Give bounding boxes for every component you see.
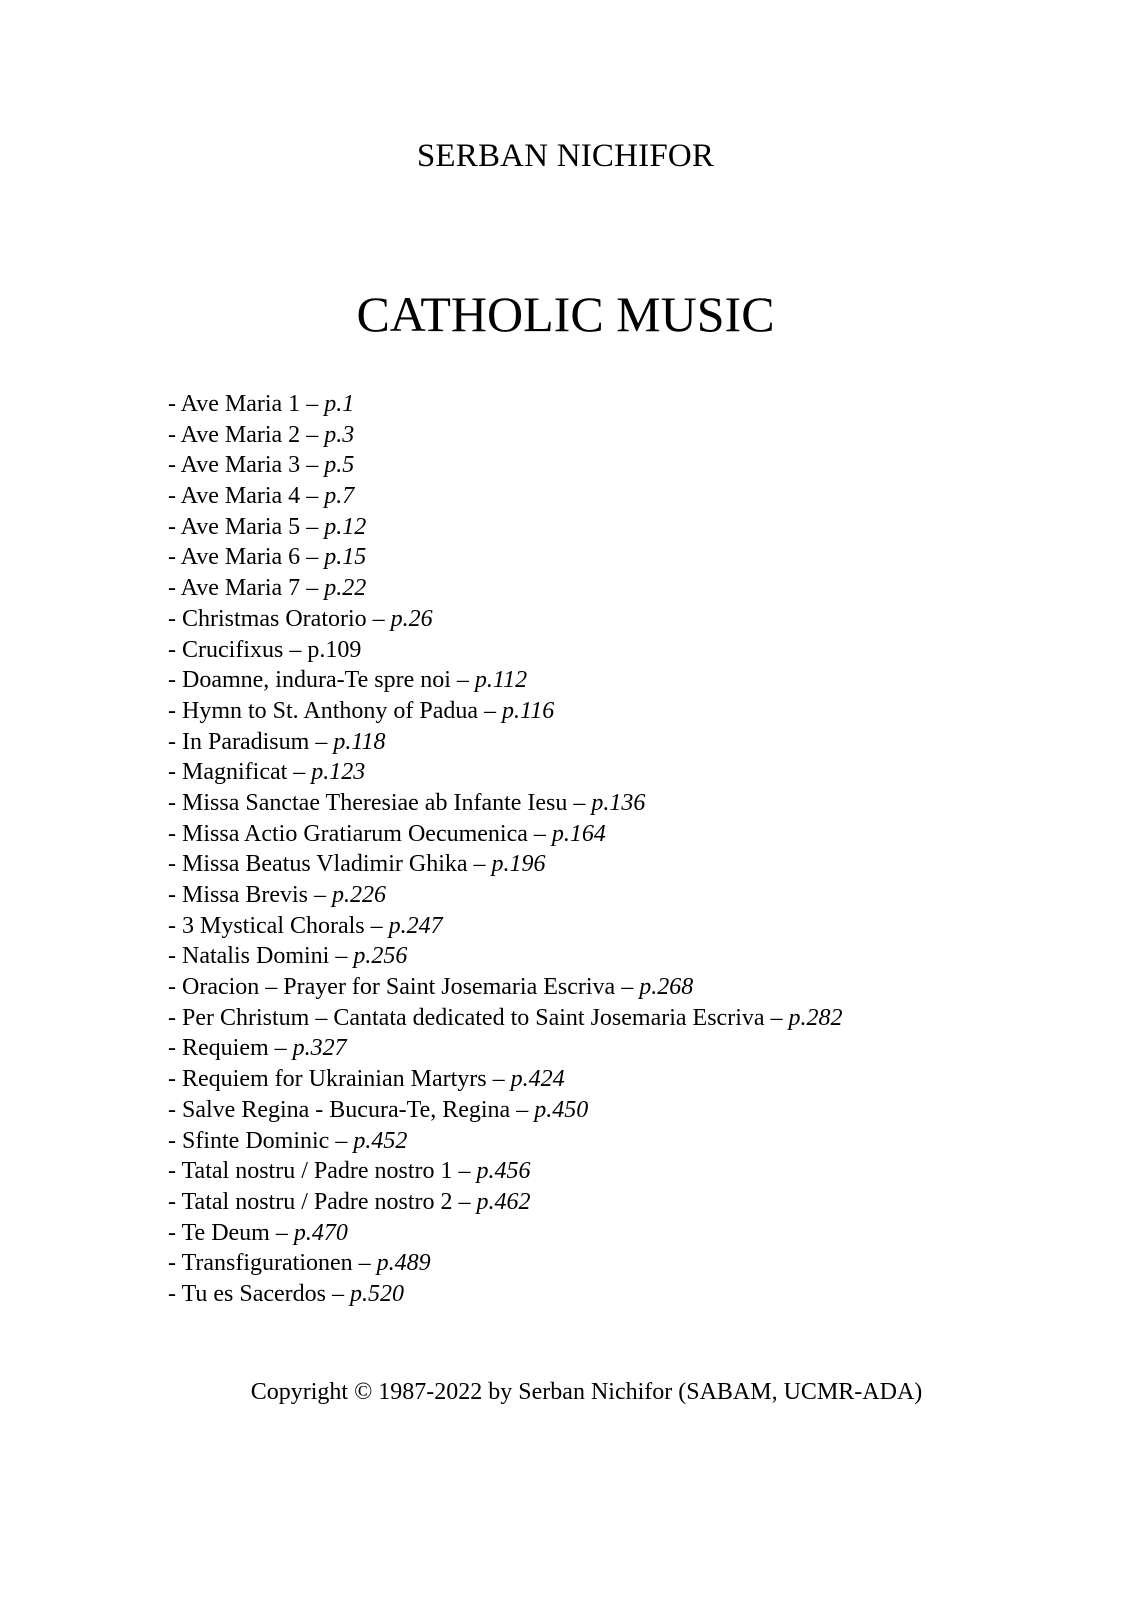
toc-entry (168, 450, 843, 481)
toc-entry (168, 941, 843, 972)
toc-entry-title: Christmas Oratorio (182, 605, 367, 632)
toc-entry-separator: – (300, 575, 325, 602)
toc-entry (168, 1033, 843, 1064)
toc-entry (168, 1218, 843, 1249)
toc-entry (168, 665, 843, 696)
toc-entry-title: Ave Maria 2 (180, 421, 301, 448)
toc-entry-page: p.470 (293, 1219, 348, 1246)
toc-entry-title: 3 Mystical Chorals (182, 912, 365, 939)
toc-entry-page: p.450 (534, 1096, 589, 1123)
toc-entry-separator: – (269, 1219, 294, 1246)
toc-entry-page: p.26 (390, 605, 433, 632)
toc-entry-bullet: - (168, 1188, 182, 1215)
toc-entry-title: Salve Regina - Bucura-Te, Regina (182, 1096, 511, 1123)
toc-entry-separator: – (268, 1035, 293, 1062)
toc-entry (168, 911, 843, 942)
toc-entry-separator: – (486, 1066, 511, 1093)
toc-entry-bullet: - (168, 728, 182, 755)
table-of-contents (168, 389, 843, 1310)
toc-entry-separator: – (467, 851, 492, 878)
toc-entry-title: Transfigurationen (181, 1250, 353, 1277)
toc-entry-bullet: - (168, 421, 181, 448)
toc-entry-bullet: - (168, 1127, 182, 1154)
toc-entry (168, 1126, 843, 1157)
toc-entry-page: p.123 (311, 759, 366, 786)
toc-entry (168, 512, 843, 543)
toc-entry-bullet: - (168, 759, 182, 786)
toc-entry-separator: – (510, 1096, 535, 1123)
toc-entry-page: p.1 (324, 391, 355, 417)
toc-entry-separator: – (300, 391, 325, 417)
toc-entry-bullet: - (168, 513, 181, 540)
toc-entry-title: Sfinte Dominic (182, 1127, 330, 1154)
toc-entry-page: p.7 (324, 483, 355, 510)
toc-entry-title: Tatal nostru / Padre nostro 1 (181, 1158, 453, 1185)
toc-entry-page: p.327 (292, 1035, 347, 1062)
toc-entry-title: Ave Maria 5 (180, 513, 301, 540)
toc-entry-title: Te Deum (181, 1219, 270, 1246)
toc-entry-title: Ave Maria 3 (180, 452, 301, 479)
toc-entry-page: p.118 (333, 728, 386, 755)
toc-entry (168, 635, 843, 666)
toc-entry-title: Ave Maria 1 (180, 391, 301, 417)
toc-entry (168, 573, 843, 604)
toc-entry-separator: – (287, 759, 312, 786)
toc-entry (168, 389, 843, 420)
toc-entry-page: p.452 (353, 1127, 408, 1154)
toc-entry-separator: – (300, 544, 325, 571)
toc-entry-separator: – (326, 1280, 351, 1307)
toc-entry-separator: – (527, 820, 552, 847)
toc-entry (168, 880, 843, 911)
toc-entry-page: p.164 (551, 820, 606, 847)
toc-entry (168, 1248, 843, 1279)
toc-entry-page: p.489 (376, 1250, 431, 1277)
toc-entry-separator: – (329, 1127, 354, 1154)
toc-entry-bullet: - (168, 943, 182, 970)
toc-entry-separator: – (329, 943, 354, 970)
toc-entry-bullet: - (168, 1066, 182, 1093)
toc-entry-bullet: - (168, 1250, 182, 1277)
toc-entry-bullet: - (168, 1158, 182, 1185)
toc-entry-title: Tatal nostru / Padre nostro 2 (181, 1188, 453, 1215)
toc-entry-title: Missa Actio Gratiarum Oecumenica (182, 820, 528, 847)
toc-entry-title: Ave Maria 4 (180, 483, 301, 510)
toc-entry-separator: – (478, 697, 503, 724)
toc-entry-title: Requiem for Ukrainian Martyrs (182, 1066, 487, 1093)
toc-entry-bullet: - (168, 1004, 182, 1031)
toc-entry-separator: – (452, 1188, 477, 1215)
toc-entry-title: Per Christum – Cantata dedicated to Saint Josemaria Escriva (182, 1004, 765, 1031)
toc-entry (168, 788, 843, 819)
toc-entry (168, 849, 843, 880)
toc-entry-bullet: - (168, 1096, 182, 1123)
toc-entry-page: p.456 (476, 1158, 531, 1185)
toc-entry-bullet: - (168, 575, 181, 602)
toc-entry-page: p.424 (510, 1066, 565, 1093)
toc-entry-title: Missa Beatus Vladimir Ghika (182, 851, 468, 878)
toc-entry (168, 696, 843, 727)
toc-entry-separator: – (300, 513, 325, 540)
toc-entry-page: p.136 (591, 789, 646, 816)
toc-entry-page: p.22 (324, 575, 367, 602)
toc-entry-separator: – (450, 667, 475, 694)
toc-entry-separator: – (309, 728, 334, 755)
toc-entry-page: p.226 (332, 882, 386, 908)
toc-entry-title: Missa Sanctae Theresiae ab Infante Iesu (182, 789, 568, 816)
toc-entry-separator: – (300, 452, 325, 479)
toc-entry-title: Requiem (182, 1035, 269, 1062)
document-title: CATHOLIC MUSIC (356, 286, 775, 342)
toc-entry-title: In Paradisum (182, 728, 310, 755)
toc-entry-bullet: - (168, 1035, 182, 1062)
toc-entry (168, 604, 843, 635)
toc-entry-page: p.256 (353, 943, 408, 970)
toc-entry-title: Magnificat (182, 759, 288, 786)
toc-entry (168, 1064, 843, 1095)
toc-entry (168, 1187, 843, 1218)
toc-entry-bullet: - (168, 789, 182, 816)
toc-entry-title: Natalis Domini (182, 943, 330, 970)
toc-entry-bullet: - (168, 667, 182, 694)
toc-entry-bullet: - (168, 851, 182, 878)
toc-entry-title: Oracion – Prayer for Saint Josemaria Escriva (182, 974, 616, 1001)
toc-entry (168, 972, 843, 1003)
toc-entry (168, 420, 843, 451)
toc-entry (168, 819, 843, 850)
toc-entry-bullet: - (168, 452, 181, 479)
toc-entry-page: p.5 (324, 452, 355, 479)
toc-entry-separator: – (764, 1004, 789, 1031)
toc-entry-separator: – (567, 789, 592, 816)
toc-entry-separator: – (364, 912, 389, 939)
toc-entry-separator: – (366, 605, 391, 632)
toc-entry-title: Missa Brevis (182, 882, 308, 908)
toc-entry-page: p.196 (491, 851, 546, 878)
toc-entry-separator: – (300, 483, 325, 510)
toc-entry-bullet: - (168, 882, 182, 908)
toc-entry (168, 1156, 843, 1187)
toc-entry-title: Ave Maria 6 (180, 544, 301, 571)
toc-entry-page: p.12 (324, 513, 367, 540)
toc-entry-separator: – (283, 636, 308, 663)
toc-entry-bullet: - (168, 483, 181, 510)
toc-entry-title: Doamne, indura-Te spre noi (182, 667, 451, 694)
toc-entry-page: p.282 (788, 1004, 843, 1031)
toc-entry-page: p.3 (324, 421, 355, 448)
toc-entry-bullet: - (168, 1280, 182, 1307)
toc-entry-page: p.462 (476, 1188, 531, 1215)
toc-entry-bullet: - (168, 636, 182, 663)
toc-entry-page: p.109 (307, 636, 362, 663)
toc-entry-bullet: - (168, 391, 181, 417)
toc-entry (168, 727, 843, 758)
toc-entry-separator: – (300, 421, 325, 448)
toc-entry-bullet: - (168, 1219, 182, 1246)
toc-entry (168, 1003, 843, 1034)
toc-entry-title: Crucifixus (182, 636, 284, 663)
toc-entry-separator: – (308, 882, 332, 908)
toc-entry-separator: – (615, 974, 640, 1001)
toc-entry-bullet: - (168, 605, 182, 632)
toc-entry-title: Hymn to St. Anthony of Padua (182, 697, 479, 724)
toc-entry-bullet: - (168, 697, 182, 724)
toc-entry-page: p.268 (639, 974, 694, 1001)
toc-entry-page: p.520 (350, 1280, 405, 1307)
toc-entry (168, 757, 843, 788)
toc-entry-bullet: - (168, 912, 182, 939)
toc-entry-bullet: - (168, 820, 182, 847)
toc-entry-title: Ave Maria 7 (180, 575, 301, 602)
toc-entry-page: p.116 (502, 697, 555, 724)
toc-entry-separator: – (452, 1158, 477, 1185)
toc-entry-bullet: - (168, 544, 181, 571)
toc-entry-page: p.15 (324, 544, 367, 571)
copyright-notice: Copyright © 1987-2022 by Serban Nichifor (SABAM, UCMR-ADA) (250, 1379, 923, 1405)
toc-entry (168, 1279, 843, 1310)
author-name: SERBAN NICHIFOR (416, 138, 715, 174)
toc-entry (168, 542, 843, 573)
toc-entry-bullet: - (168, 974, 182, 1001)
toc-entry (168, 481, 843, 512)
toc-entry-separator: – (352, 1250, 377, 1277)
toc-entry-page: p.247 (388, 912, 443, 939)
toc-entry (168, 1095, 843, 1126)
toc-entry-page: p.112 (474, 667, 528, 694)
toc-entry-title: Tu es Sacerdos (181, 1280, 327, 1307)
